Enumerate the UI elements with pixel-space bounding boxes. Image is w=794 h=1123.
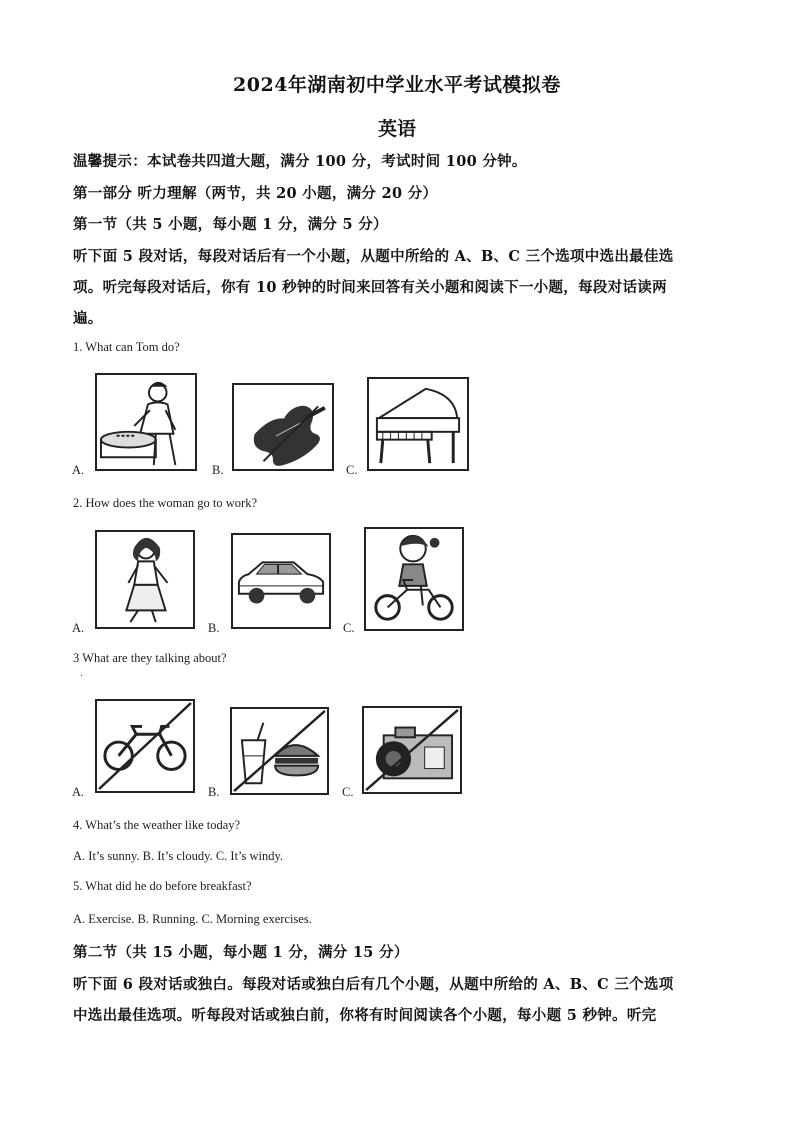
notice-text: 温馨提示：本试卷共四道大题，满分 100 分，考试时间 100 分钟。 bbox=[73, 153, 527, 170]
q2-option-a-label: A. bbox=[72, 621, 85, 635]
walking-woman-icon bbox=[95, 530, 195, 629]
question-3-text: 3 What are they talking about? bbox=[73, 651, 227, 665]
q3-option-c-label: C. bbox=[342, 785, 354, 799]
q2-option-c-label: C. bbox=[343, 621, 355, 635]
q1-option-a-label: A. bbox=[72, 463, 85, 477]
q3-option-a-label: A. bbox=[72, 785, 85, 799]
piano-icon bbox=[367, 377, 469, 471]
section2-instruction-line: 听下面 6 段对话或独白。每段对话或独白后有几个小题，从题中所给的 A、B、C 三个选项 bbox=[73, 976, 674, 993]
car-icon bbox=[231, 533, 331, 629]
section2-heading: 第二节（共 15 小题，每小题 1 分，满分 15 分） bbox=[73, 944, 409, 961]
section1-heading: 第一节（共 5 小题，每小题 1 分，满分 5 分） bbox=[73, 216, 388, 233]
q3-option-b-label: B. bbox=[208, 785, 220, 799]
drummer-icon bbox=[95, 373, 197, 471]
crossed-food-icon bbox=[230, 707, 329, 795]
exam-title: 2024年湖南初中学业水平考试模拟卷 bbox=[233, 74, 561, 96]
violin-icon bbox=[232, 383, 334, 471]
subject-title: 英语 bbox=[377, 118, 416, 140]
question-1-text: 1. What can Tom do? bbox=[73, 340, 180, 354]
crossed-camera-icon bbox=[362, 706, 462, 794]
section1-instruction-line: 项。听完每段对话后，你有 10 秒钟的时间来回答有关小题和阅读下一小题，每段对话读两 bbox=[73, 279, 667, 296]
section2-instruction-line: 中选出最佳选项。听每段对话或独白前，你将有时间阅读各个小题，每小题 5 秒钟。听完 bbox=[73, 1007, 657, 1024]
section1-instruction-line: 遍。 bbox=[73, 310, 103, 327]
girl-on-bike-icon bbox=[364, 527, 464, 631]
question-4-text: 4. What’s the weather like today? bbox=[73, 818, 241, 832]
question-4-options: A. It’s sunny. B. It’s cloudy. C. It’s windy. bbox=[73, 849, 284, 863]
q2-option-b-label: B. bbox=[208, 621, 220, 635]
question-5-options: A. Exercise. B. Running. C. Morning exercises. bbox=[73, 912, 312, 926]
stray-mark: · bbox=[80, 671, 84, 682]
question-2-text: 2. How does the woman go to work? bbox=[73, 496, 257, 510]
q1-option-b-label: B. bbox=[212, 463, 224, 477]
crossed-bicycle-icon bbox=[95, 699, 195, 793]
question-5-text: 5. What did he do before breakfast? bbox=[73, 879, 252, 893]
section1-instruction-line: 听下面 5 段对话，每段对话后有一个小题，从题中所给的 A、B、C 三个选项中选出最佳选 bbox=[73, 248, 674, 265]
part1-heading: 第一部分 听力理解（两节，共 20 小题，满分 20 分） bbox=[73, 185, 438, 202]
q1-option-c-label: C. bbox=[346, 463, 358, 477]
